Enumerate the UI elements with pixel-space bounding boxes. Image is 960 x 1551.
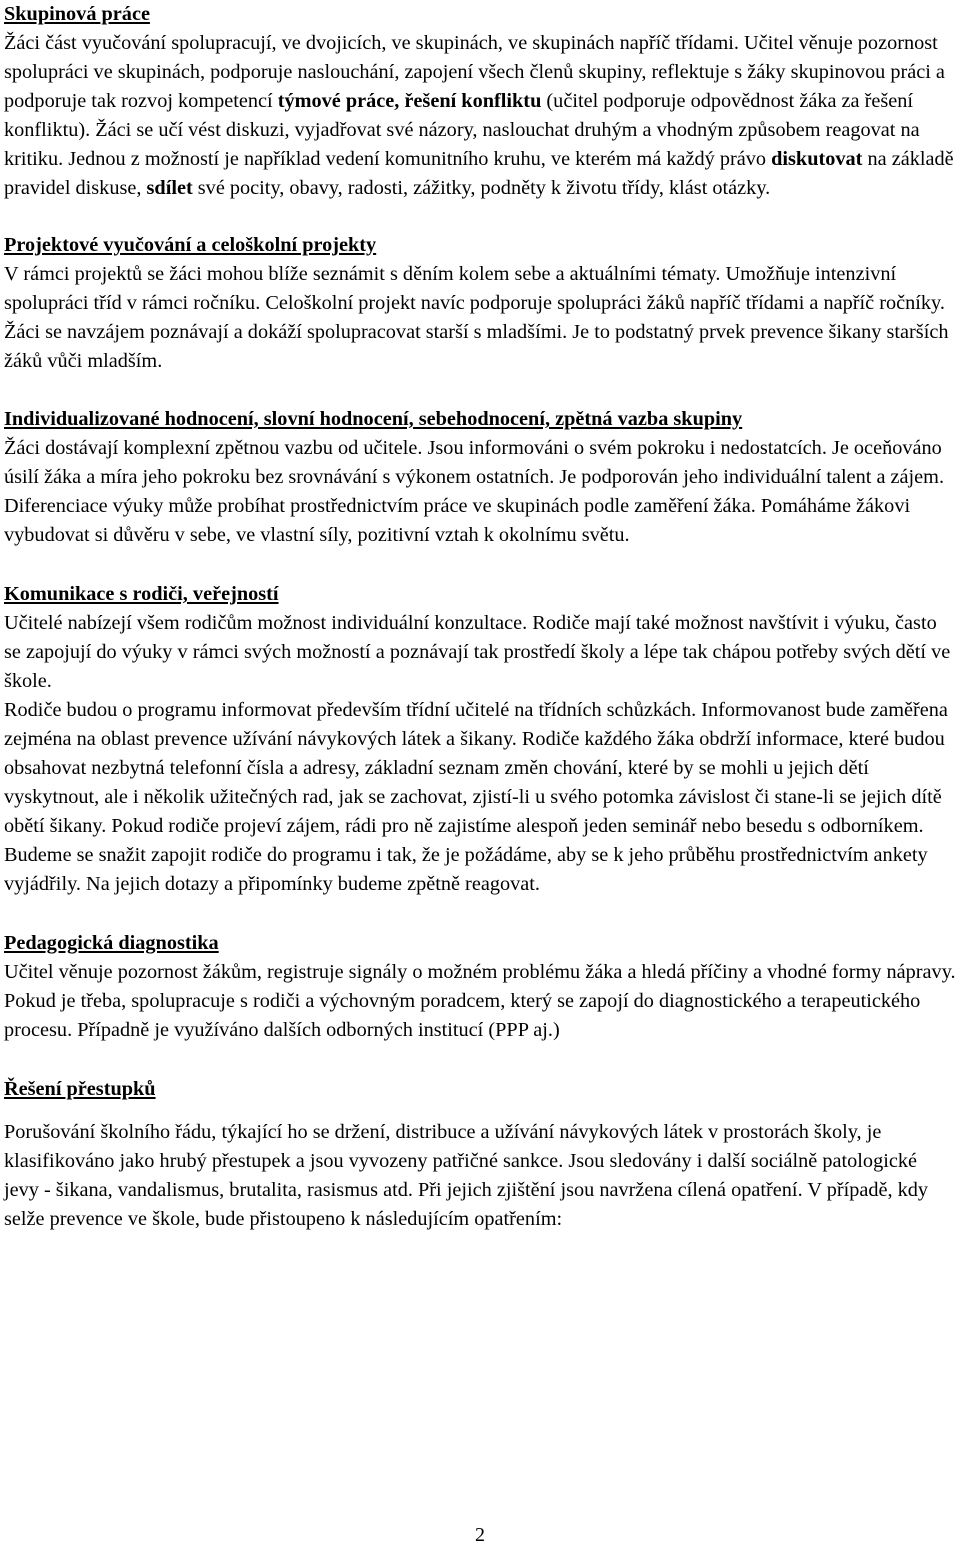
section-heading: Pedagogická diagnostika xyxy=(4,932,219,954)
section-heading: Projektové vyučování a celoškolní projekty xyxy=(4,234,377,256)
document-page xyxy=(4,0,956,1234)
section-paragraph: Učitelé nabízejí všem rodičům možnost individuální konzultace. Rodiče mají také možnost navštívit i výuku, často se zapojují do výuky v rámci svých možností a poznávají tak prostředí školy a lépe tak chápou potřeby svých dětí ve škole. xyxy=(4,612,951,692)
section-projektove-vyucovani xyxy=(4,231,956,376)
text-run: své pocity, obavy, radosti, zážitky, podněty k životu třídy, klást otázky. xyxy=(192,177,771,199)
spacer xyxy=(4,1045,956,1075)
page-number: 2 xyxy=(475,1524,485,1546)
bold-text: sdílet xyxy=(146,177,193,199)
section-diagnostika xyxy=(4,929,956,1045)
text-run: (učitel podporuje odpovědnost žáka za řešení konfliktu). Žáci se učí vést diskuzi, vyjadřovat své názory, naslouchat druhým a vhodným způsobem reagovat na kritiku. Jednou z možností je například vedení komunitního kruhu, ve kterém má každý právo xyxy=(4,90,920,170)
spacer xyxy=(4,376,956,405)
spacer xyxy=(4,1104,956,1118)
section-paragraph: V rámci projektů se žáci mohou blíže seznámit s děním kolem sebe a aktuálními tématy. Umožňuje intenzivní spolupráci tříd v rámci ročníku. Celoškolní projekt navíc podporuje spolupráci žáků napříč třídami a napříč ročníky. Žáci se navzájem poznávají a dokáží spolupracovat starší s mladšími. Je to podstatný prvek prevence šikany starších žáků vůči mladším. xyxy=(4,263,949,372)
section-heading: Individualizované hodnocení, slovní hodnocení, sebehodnocení, zpětná vazba skupiny xyxy=(4,408,743,430)
section-heading: Řešení přestupků xyxy=(4,1078,156,1100)
section-heading: Skupinová práce xyxy=(4,3,150,25)
text-run: na základě pravidel diskuse, xyxy=(4,148,954,199)
spacer xyxy=(4,550,956,580)
spacer xyxy=(4,899,956,929)
bold-text: týmové práce, řešení konfliktu xyxy=(277,90,542,112)
section-paragraph xyxy=(4,29,956,203)
section-komunikace xyxy=(4,580,956,899)
section-reseni-prestupku xyxy=(4,1075,956,1234)
section-paragraph: Porušování školního řádu, týkající ho se držení, distribuce a užívání návykových látek v prostorách školy, je klasifikováno jako hrubý přestupek a jsou vyvozeny patřičné sankce. Jsou sledovány i další sociálně patologické jevy - šikana, vandalismus, brutalita, rasismus atd. Při jejich zjištění jsou navržena cílená opatření. V případě, kdy selže prevence ve škole, bude přistoupeno k následujícím opatřením: xyxy=(4,1121,929,1230)
spacer xyxy=(4,203,956,231)
section-paragraph: Žáci dostávají komplexní zpětnou vazbu od učitele. Jsou informováni o svém pokroku i nedostatcích. Je oceňováno úsilí žáka a míra jeho pokroku bez srovnávání s výkonem ostatních. Je podporován jeho individuální talent a zájem. Diferenciace výuky může probíhat prostřednictvím práce ve skupinách podle zaměření žáka. Pomáháme žákovi vybudovat si důvěru v sebe, ve vlastní síly, pozitivní vztah k okolnímu světu. xyxy=(4,437,945,546)
section-hodnoceni xyxy=(4,405,956,550)
text-run: Žáci část vyučování spolupracují, ve dvojicích, ve skupinách, ve skupinách napříč třídami. Učitel věnuje pozornost spolupráci ve skupinách, podporuje naslouchání, zapojení všech členů skupiny, reflektuje s žáky skupinovou práci a podporuje tak rozvoj kompetencí xyxy=(4,32,945,112)
bold-text: diskutovat xyxy=(771,148,863,170)
section-paragraph: Učitel věnuje pozornost žákům, registruje signály o možném problému žáka a hledá příčiny a vhodné formy nápravy. Pokud je třeba, spolupracuje s rodiči a výchovným poradcem, který se zapojí do diagnostického a terapeutického procesu. Případně je využíváno dalších odborných institucí (PPP aj.) xyxy=(4,961,956,1041)
section-heading: Komunikace s rodiči, veřejností xyxy=(4,583,279,605)
section-skupinova-prace xyxy=(4,0,956,203)
section-paragraph: Rodiče budou o programu informovat především třídní učitelé na třídních schůzkách. Informovanost bude zaměřena zejména na oblast prevence užívání návykových látek a šikany. Rodiče každého žáka obdrží informace, které budou obsahovat nezbytná telefonní čísla a adresy, základní seznam změn chování, které by se mohli u jejich dětí vyskytnout, ale i několik užitečných rad, jak se zachovat, zjistí-li u svého potomka závislost či stane-li se jejich dítě obětí šikany. Pokud rodiče projeví zájem, rádi pro ně zajistíme alespoň jeden seminář nebo besedu s odborníkem. Budeme se snažit zapojit rodiče do programu i tak, že je požádáme, aby se k jeho průběhu prostřednictvím ankety vyjádřily. Na jejich dotazy a připomínky budeme zpětně reagovat. xyxy=(4,699,948,895)
